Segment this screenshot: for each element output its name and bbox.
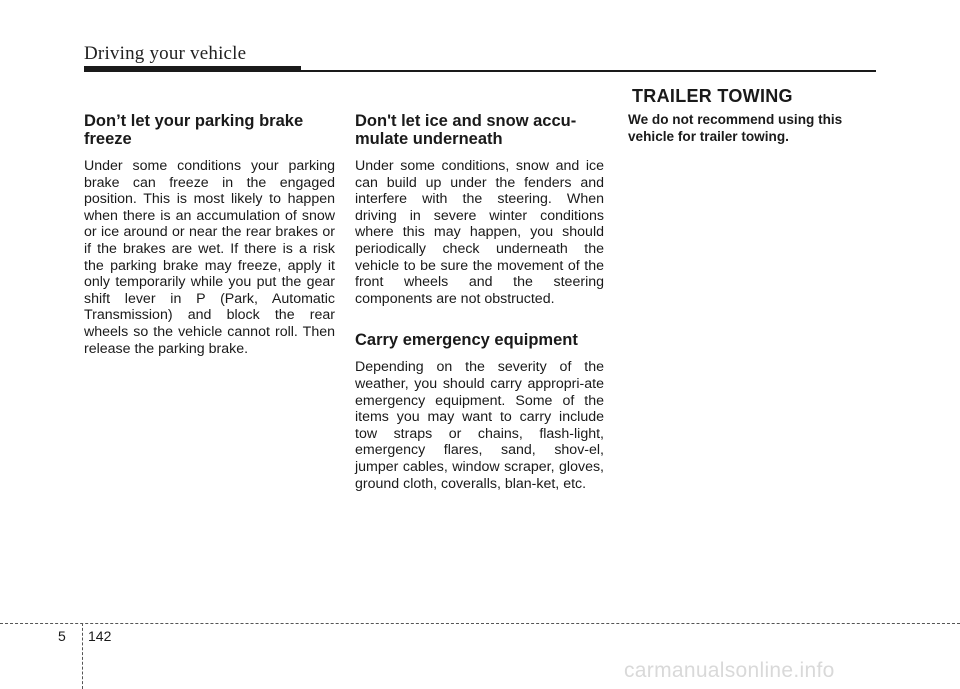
column-middle <box>355 112 604 492</box>
chapter-number: 5 <box>58 628 66 644</box>
column-left <box>84 112 335 357</box>
trailer-towing-body: We do not recommend using this vehicle for trailer towing. <box>628 112 843 144</box>
footer-divider-vertical <box>82 623 83 689</box>
footer-divider-horizontal <box>0 623 960 624</box>
column-right <box>628 112 878 145</box>
ice-snow-heading: Don't let ice and snow accu-mulate underneath <box>355 112 577 148</box>
watermark-text: carmanualsonline.info <box>624 659 835 682</box>
page-header-title: Driving your vehicle <box>84 43 247 64</box>
trailer-towing-title: TRAILER TOWING <box>632 86 793 106</box>
header-rule-thin <box>301 70 876 72</box>
header-rule-thick <box>84 66 301 72</box>
emergency-equipment-heading: Carry emergency equipment <box>355 331 578 350</box>
emergency-equipment-body: Depending on the severity of the weather, you should carry appropri-ate emergency equipment. Some of the items you may want to carry include tow straps or chains, flash-light, emergency flares, sand, shov-el, jumper cables, window scraper, gloves, ground cloth, coveralls, blan-ket, etc. <box>355 359 604 492</box>
parking-brake-body: Under some conditions your parking brake can freeze in the engaged position. This is most likely to happen when there is an accumulation of snow or ice around or near the rear brakes or if the brakes are wet. If there is a risk the parking brake may freeze, apply it only temporarily while you put the gear shift lever in P (Park, Automatic Transmission) and block the rear wheels so the vehicle cannot roll. Then release the parking brake. <box>84 158 335 357</box>
ice-snow-body: Under some conditions, snow and ice can build up under the fenders and interfere with the steering. When driving in severe winter conditions where this may happen, you should periodically check underneath the vehicle to be sure the movement of the front wheels and the steering components are not obstructed. <box>355 158 604 307</box>
page-number: 142 <box>88 628 112 644</box>
parking-brake-heading: Don’t let your parking brake freeze <box>84 112 304 148</box>
